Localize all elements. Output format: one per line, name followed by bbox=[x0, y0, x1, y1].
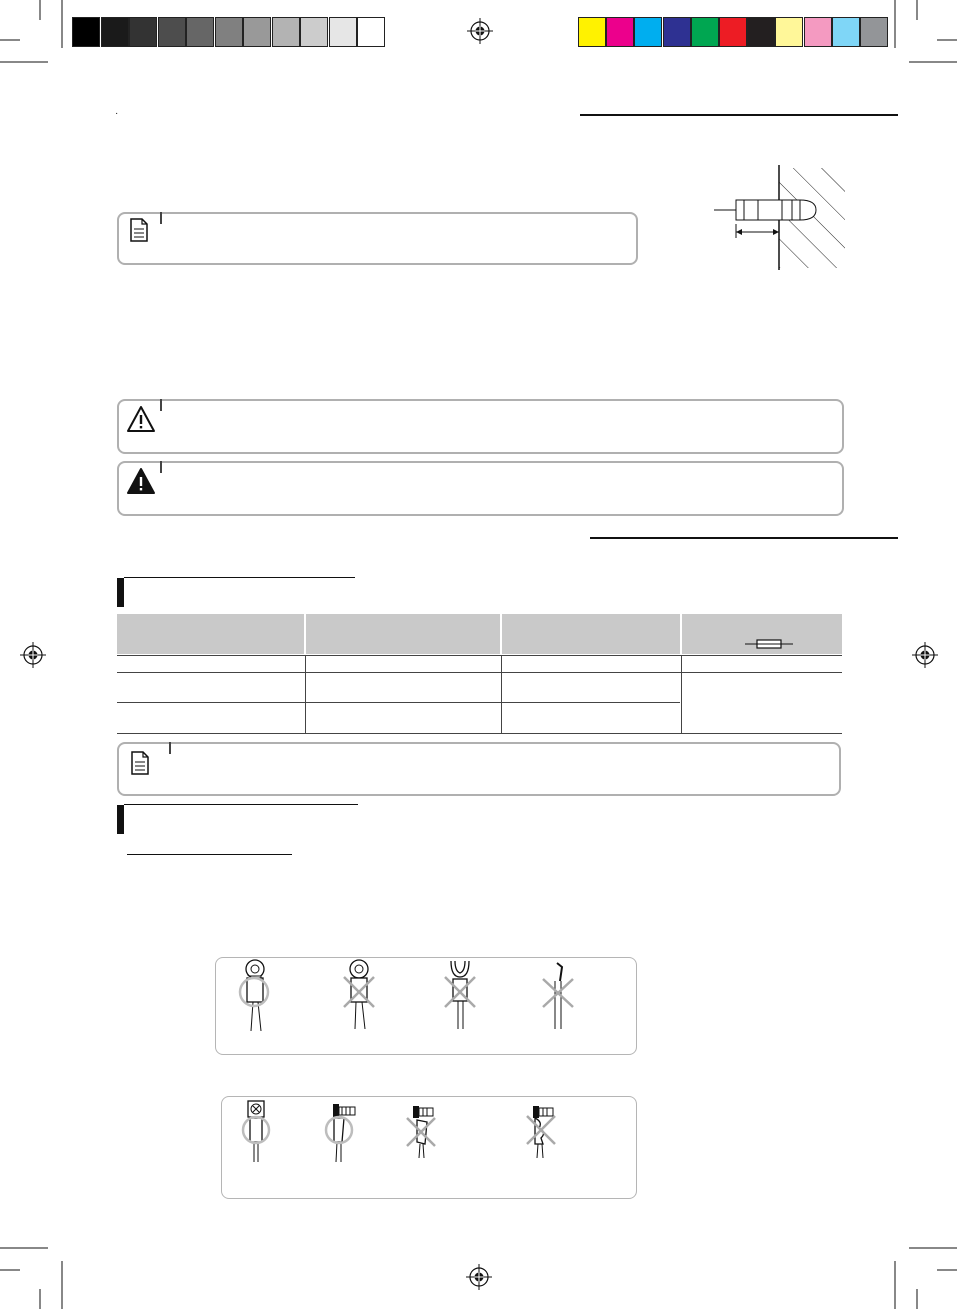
terminal-illustrations bbox=[215, 957, 637, 1055]
note-icon bbox=[130, 751, 150, 775]
table-header-cell bbox=[502, 614, 680, 654]
note-divider bbox=[169, 742, 171, 754]
table-header-cell bbox=[117, 614, 304, 654]
table-row-divider bbox=[117, 655, 842, 656]
fuse-symbol-icon bbox=[745, 638, 793, 650]
table-row-divider bbox=[117, 672, 842, 673]
fork-terminal-ng bbox=[445, 961, 475, 1029]
section-heading-bar bbox=[117, 578, 124, 607]
section-heading-bar bbox=[117, 805, 124, 834]
screw-terminal-illustrations bbox=[221, 1096, 637, 1199]
subheading-underline bbox=[127, 854, 292, 855]
table-header-cell bbox=[306, 614, 500, 654]
section-heading-underline bbox=[124, 804, 358, 805]
table-row-divider bbox=[117, 702, 680, 703]
caution-icon bbox=[126, 405, 156, 433]
section-rule bbox=[590, 537, 898, 539]
section-heading-underline bbox=[124, 577, 355, 578]
table-col-divider bbox=[501, 655, 502, 733]
note-box bbox=[117, 742, 841, 796]
note-box bbox=[117, 212, 638, 265]
ring-terminal-bare-ng bbox=[344, 960, 374, 1029]
header-rule bbox=[580, 114, 898, 116]
note-icon bbox=[129, 218, 149, 242]
caution-divider bbox=[160, 399, 162, 411]
table-col-divider bbox=[305, 655, 306, 733]
table-row-divider bbox=[117, 733, 842, 734]
screw-side-ring-ok bbox=[326, 1104, 355, 1162]
warning-box bbox=[117, 461, 844, 516]
screw-twisted-wire-ng bbox=[527, 1106, 555, 1158]
wall-pipe-diagram bbox=[700, 160, 850, 275]
page-marker: · bbox=[115, 108, 119, 119]
table-col-divider bbox=[681, 655, 682, 733]
warning-icon bbox=[126, 467, 156, 495]
stripped-wire-ng bbox=[543, 963, 573, 1029]
note-divider bbox=[160, 212, 162, 224]
warning-divider bbox=[160, 461, 162, 473]
screw-square-washer-ok bbox=[243, 1101, 269, 1162]
ring-terminal-ok bbox=[240, 960, 268, 1031]
screw-side-loose-ng bbox=[407, 1106, 435, 1158]
caution-box bbox=[117, 399, 844, 454]
